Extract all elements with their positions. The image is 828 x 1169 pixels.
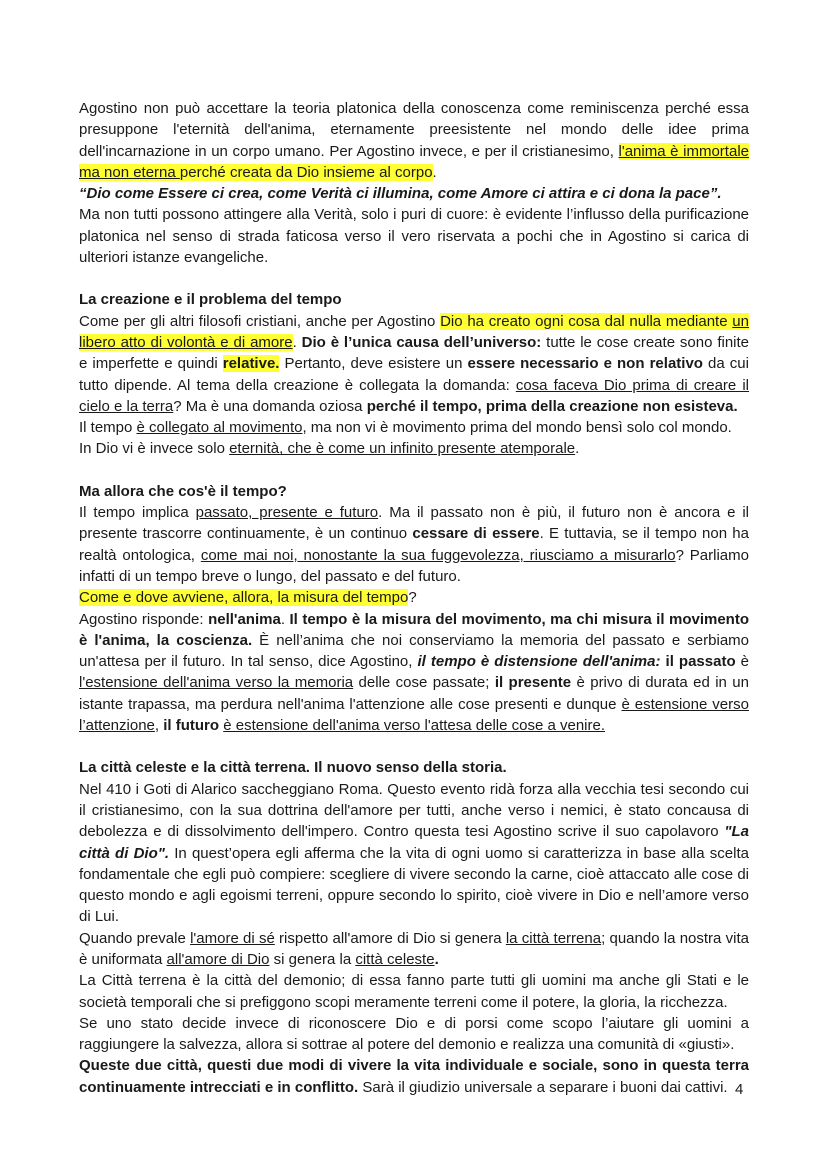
text-run: è estensione verso l’attenzione <box>79 695 749 735</box>
text-run: . <box>575 440 580 458</box>
text-run: . <box>280 610 290 628</box>
text-run: relative. <box>222 355 280 373</box>
text-run: Il tempo è la misura del movimento, ma chi misura il movimento è l'anima, la coscienza. <box>79 610 749 649</box>
text-run: ? <box>408 589 417 607</box>
paragraph-spacer <box>79 268 749 289</box>
text-run: . Ma il passato non è più, il futuro non è ancora e il presente trascorre continuamente, è un continuo <box>79 504 750 543</box>
text-run: l'anima è immortale ma non eterna <box>79 142 749 181</box>
text-run: Queste due città, questi due modi di vivere la vita individuale e sociale, sono in questa terra continuamente intrecciati e in conflitto. <box>79 1057 749 1096</box>
text-run: è <box>735 653 749 671</box>
text-run: , <box>154 717 164 735</box>
text-run: Come e dove avviene, allora, la misura del tempo <box>79 589 409 607</box>
text-run: . <box>432 163 437 181</box>
text-run: “Dio come Essere ci crea, come Verità ci illumina, come Amore ci attira e ci dona la pace”. <box>79 185 722 203</box>
text-run: essere necessario e non relativo <box>467 355 703 373</box>
text-run: un libero atto di volontà e di amore <box>79 312 749 351</box>
text-run: si genera la <box>269 950 356 968</box>
text-run: In Dio vi è invece solo <box>79 440 230 458</box>
text-run: . <box>434 950 439 968</box>
paragraph <box>79 779 749 928</box>
text-run: il passato <box>665 653 736 671</box>
text-run: la città terrena <box>505 929 602 947</box>
text-run: Sarà il giudizio universale a separare i buoni dai cattivi. <box>358 1078 728 1096</box>
paragraph-spacer <box>79 736 749 757</box>
text-run: all'amore di Dio <box>166 950 270 968</box>
text-run: Agostino non può accettare la teoria platonica della conoscenza come reminiscenza perché essa presuppone l'eternità dell'anima, eternamente preesistente nel mondo delle idee prima dell'incarnazione in un corpo umano. Per Agostino invece, e per il cristianesimo, <box>79 100 749 160</box>
paragraph <box>79 417 749 438</box>
text-run: Dio ha creato ogni cosa dal nulla mediante <box>440 312 733 330</box>
text-run: "La città di Dio". <box>79 823 749 862</box>
paragraph <box>79 311 749 417</box>
text-run: il presente <box>494 674 572 692</box>
text-run: città celeste <box>355 950 435 968</box>
paragraph <box>79 502 749 587</box>
paragraph <box>79 438 749 459</box>
text-run: Nel 410 i Goti di Alarico saccheggiano Roma. Questo evento ridà forza alla vecchia tesi secondo cui il cristianesimo, con la sua dottrina dell'amore per tutti, anche verso i nemici, è stato concausa di debolezza e di dissolvimento dell'impero. Contro questa tesi Agostino scrive il suo capolavoro <box>79 780 749 841</box>
text-run: come mai noi, nonostante la sua fuggevolezza, riusciamo a misurarlo <box>200 546 676 564</box>
document-body <box>79 98 749 1098</box>
text-run: delle cose passate; <box>353 674 495 692</box>
text-run: ; quando la nostra vita è uniformata <box>79 929 749 968</box>
text-run: La creazione e il problema del tempo <box>79 291 342 309</box>
section-heading <box>79 757 749 778</box>
paragraph <box>79 609 749 737</box>
text-run: . <box>292 333 302 351</box>
text-run: è privo di durata ed in un istante trapassa, ma perdura nell'anima l'attenzione alle cose presenti e dunque <box>79 674 749 713</box>
text-run: . E tuttavia, se il tempo non ha realtà ontologica, <box>79 525 749 564</box>
text-run: cosa faceva Dio prima di creare il cielo e la terra <box>79 376 750 415</box>
text-run: Ma non tutti possono attingere alla Verità, solo i puri di cuore: è evidente l’influsso della purificazione platonica nel senso di strada faticosa verso il vero riservata a pochi che in Agostino si carica di ulteriori istanze evangeliche. <box>79 206 749 267</box>
paragraph <box>79 1013 749 1056</box>
text-run: La Città terrena è la città del demonio; di essa fanno parte tutti gli uomini ma anche gli Stati e le società temporali che si prefiggono scopi meramente terreni come il potere, la gloria, la ricchezza. <box>79 972 749 1011</box>
text-run: Ma allora che cos'è il tempo? <box>79 482 287 500</box>
text-run: è estensione dell'anima verso l'attesa delle cose a venire. <box>223 717 606 735</box>
text-run: ? Ma è una domanda oziosa <box>173 397 367 415</box>
text-run: da cui tutto dipende. Al tema della creazione è collegata la domanda: <box>79 355 749 394</box>
section-heading <box>79 289 749 310</box>
text-run: passato, presente e futuro <box>195 504 379 522</box>
text-run: l'estensione dell'anima verso la memoria <box>79 674 354 692</box>
text-run: l'amore di sé <box>190 929 275 947</box>
paragraph <box>79 587 749 608</box>
paragraph <box>79 98 749 183</box>
text-run: perché il tempo, prima della creazione non esisteva. <box>366 397 738 415</box>
text-run: Agostino risponde: <box>79 610 209 628</box>
text-run: rispetto all'amore di Dio si genera <box>274 929 506 947</box>
paragraph <box>79 928 749 971</box>
paragraph-spacer <box>79 460 749 481</box>
text-run: Come per gli altri filosofi cristiani, anche per Agostino <box>79 312 441 330</box>
text-run: È nell’anima che noi conserviamo la memoria del passato e serbiamo un'attesa per il futuro. In tal senso, dice Agostino, <box>79 631 750 671</box>
text-run: il tempo è distensione dell'anima: <box>417 653 661 671</box>
page-number: 4 <box>735 1081 744 1098</box>
text-run: Quando prevale <box>79 929 191 947</box>
paragraph <box>79 1055 749 1098</box>
paragraph <box>79 204 749 268</box>
text-run: eternità, che è come un infinito presente atemporale <box>229 440 576 458</box>
text-run: è collegato al movimento <box>136 419 303 437</box>
paragraph <box>79 970 749 1013</box>
text-run: nell'anima <box>208 610 281 628</box>
text-run: Pertanto, deve esistere un <box>279 355 468 373</box>
text-run: Il tempo implica <box>79 504 196 522</box>
text-run: ? Parliamo infatti di un tempo breve o lungo, del passato e del futuro. <box>79 546 749 585</box>
text-run: La città celeste e la città terrena. Il nuovo senso della storia. <box>79 759 507 777</box>
text-run: , ma non vi è movimento prima del mondo bensì solo col mondo. <box>302 419 732 437</box>
paragraph <box>79 183 749 204</box>
text-run: perché creata da Dio insieme al corpo <box>179 163 433 181</box>
section-heading <box>79 481 749 502</box>
text-run: Il tempo <box>79 419 137 437</box>
text-run: cessare di essere <box>412 525 540 543</box>
text-run: tutte le cose create sono finite e imperfette e quindi <box>79 333 750 373</box>
text-run: Se uno stato decide invece di riconoscere Dio e di porsi come scopo l’aiutare gli uomini a raggiungere la salvezza, allora si sottrae al potere del demonio e realizza una comunità di «giusti». <box>79 1014 749 1054</box>
text-run: In quest’opera egli afferma che la vita di ogni uomo si caratterizza in base alla scelta fondamentale che egli può compiere: scegliere di vivere secondo la carne, cioè attaccato alle cose di questo mondo e agli egoismi terreni, oppure secondo lo spirito, cioè vivere in Dio e nell’amore verso di Lui. <box>79 844 749 926</box>
text-run: il futuro <box>163 717 220 735</box>
text-run: Dio è l’unica causa dell’universo: <box>301 333 542 351</box>
